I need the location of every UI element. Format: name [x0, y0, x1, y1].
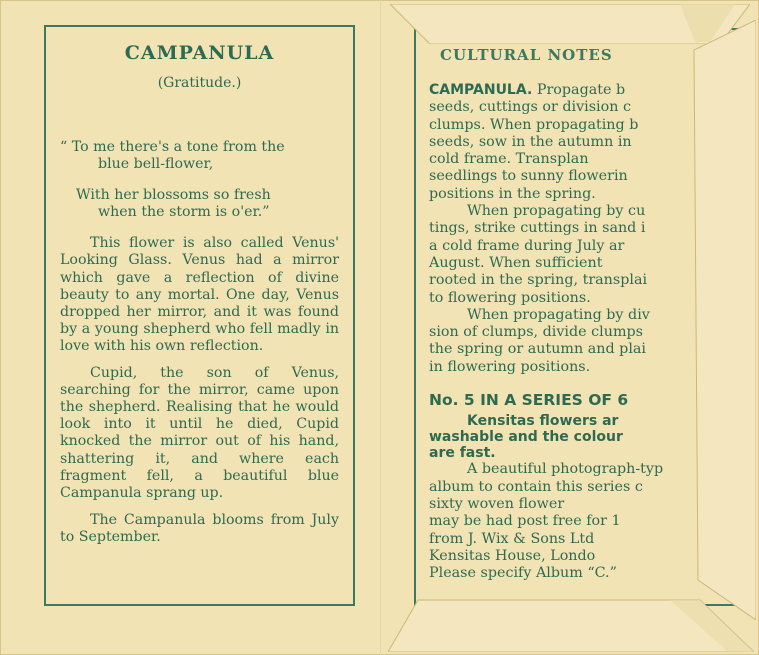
poem-line: blue bell-flower,: [98, 156, 214, 173]
album-line: from J. Wix & Sons Ltd: [429, 530, 595, 547]
notes-line: clumps. When propagating b: [429, 116, 639, 133]
poem-line: “ To me there's a tone from the: [60, 139, 285, 155]
flower-title: CAMPANULA: [124, 42, 275, 64]
fold-crease: [380, 0, 381, 655]
cultural-notes-heading: CULTURAL NOTES: [440, 46, 613, 64]
notes-line: seedlings to sunny flowerin: [429, 168, 628, 185]
notes-line: rooted in the spring, transplai: [429, 272, 648, 289]
poem-line: With her blossoms so fresh: [76, 187, 271, 204]
notes-line: When propagating by div: [467, 306, 650, 323]
poem: [60, 139, 339, 221]
legend-paragraph: Cupid, the son of Venus, searching for the mirror, came upon the shepherd. Realising that he would look into it until he died, Cupid knocked the mirror out of his hand, shattering it, and where each fragment fell, a beautiful blue Campanula sprang up.: [60, 365, 339, 501]
left-body: [60, 139, 339, 556]
album-line: Kensitas House, Londo: [429, 547, 596, 564]
washable-line: Kensitas flowers ar: [467, 413, 619, 430]
legend-paragraph: This flower is also called Venus' Looking Glass. Venus had a mirror which gave a reflection of divine beauty to any mortal. One day, Venus dropped her mirror, and it was found by a young shepherd who fell madly in love with his own reflection.: [60, 235, 339, 354]
right-panel: [414, 30, 694, 600]
series-number: No. 5 IN A SERIES OF 6: [429, 391, 629, 410]
notes-line: in flowering positions.: [429, 358, 591, 375]
bloom-paragraph: The Campanula blooms from July to September.: [60, 511, 339, 545]
album-line: A beautiful photograph-typ: [467, 461, 664, 478]
side-flap: [690, 20, 756, 620]
notes-line: August. When sufficient: [429, 254, 603, 271]
poem-line: when the storm is o'er.”: [98, 204, 270, 221]
notes-line: cold frame. Transplan: [429, 151, 589, 168]
album-line: may be had post free for 1: [429, 513, 621, 530]
album-line: sixty woven flower: [429, 495, 565, 512]
notes-line: to flowering positions.: [429, 289, 591, 306]
album-line: Please specify Album “C.”: [429, 565, 617, 582]
washable-line: washable and the colour: [429, 429, 623, 446]
washable-line: are fast.: [429, 445, 496, 462]
notes-line: CAMPANULA. Propagate b: [429, 82, 626, 98]
notes-line: seeds, sow in the autumn in: [429, 133, 632, 150]
notes-line: When propagating by cu: [467, 203, 646, 220]
notes-line: seeds, cuttings or division c: [429, 99, 631, 116]
flower-meaning: (Gratitude.): [157, 75, 242, 91]
notes-line: sion of clumps, divide clumps: [429, 324, 643, 341]
washable-note: [429, 413, 694, 461]
album-line: album to contain this series c: [429, 478, 643, 495]
notes-keyword: CAMPANULA.: [429, 82, 533, 98]
notes-line: positions in the spring.: [429, 185, 596, 202]
notes-line: the spring or autumn and plai: [429, 341, 646, 358]
cultural-notes-text: [429, 82, 694, 582]
left-panel: [44, 25, 355, 606]
notes-line: a cold frame during July ar: [429, 237, 625, 254]
notes-line: tings, strike cuttings in sand i: [429, 220, 646, 237]
bottom-flap: [388, 560, 754, 652]
